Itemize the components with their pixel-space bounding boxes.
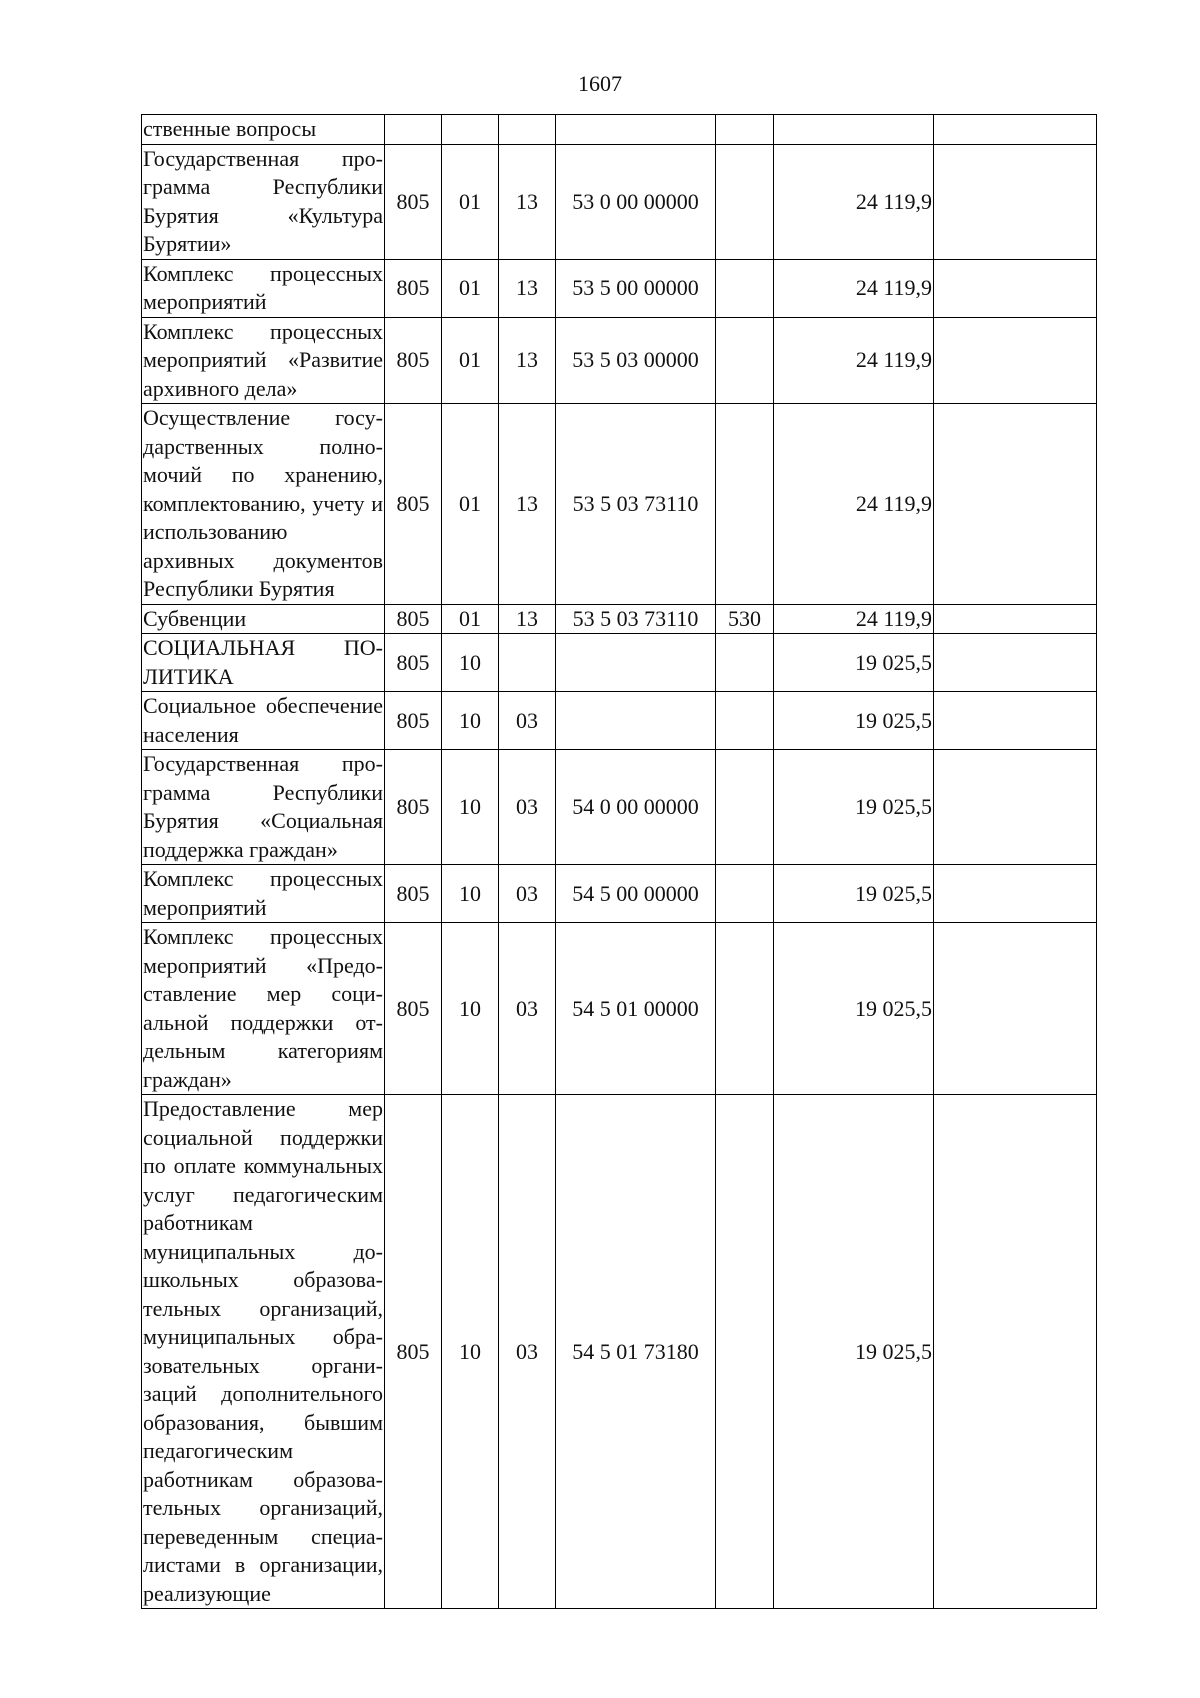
extra-amount xyxy=(934,115,1097,145)
table-row xyxy=(142,865,1097,923)
row-name: Комплекс процессных мероприятий «Предоставление мер социальной поддержки отдельным категориям граждан» xyxy=(142,923,385,1095)
expense-type-code xyxy=(716,259,774,317)
row-name: Предоставление мер социальной поддержки по оплате коммунальных услуг педагогическим работникам муниципальных дошкольных образовательных организаций, муниципальных образовательных организаций дополнительного образования, бывшим педагогическим работникам образовательных организаций, переведенным специалистами в организации, реализующие xyxy=(142,1095,385,1609)
target-article-code: 54 0 00 00000 xyxy=(556,750,716,865)
budget-table xyxy=(141,114,1097,1609)
extra-amount xyxy=(934,259,1097,317)
budget-table-body xyxy=(142,115,1097,1609)
table-row xyxy=(142,259,1097,317)
amount xyxy=(774,115,934,145)
extra-amount xyxy=(934,750,1097,865)
ved-code: 805 xyxy=(385,923,442,1095)
row-name: Субвенции xyxy=(142,604,385,634)
row-name: Комплекс процессных мероприятий xyxy=(142,865,385,923)
ved-code: 805 xyxy=(385,404,442,605)
section-code: 10 xyxy=(442,865,499,923)
expense-type-code xyxy=(716,1095,774,1609)
section-code: 01 xyxy=(442,144,499,259)
expense-type-code xyxy=(716,750,774,865)
ved-code: 805 xyxy=(385,750,442,865)
ved-code: 805 xyxy=(385,692,442,750)
section-code xyxy=(442,115,499,145)
row-name: Государственная программа Республики Бурятия «Культура Бурятии» xyxy=(142,144,385,259)
expense-type-code xyxy=(716,115,774,145)
extra-amount xyxy=(934,604,1097,634)
subsection-code: 13 xyxy=(499,404,556,605)
subsection-code: 03 xyxy=(499,923,556,1095)
row-name: Осуществление государственных полномочий по хранению, комплектованию, учету и использованию архивных документов Республики Бурятия xyxy=(142,404,385,605)
target-article-code xyxy=(556,115,716,145)
subsection-code: 03 xyxy=(499,692,556,750)
ved-code: 805 xyxy=(385,604,442,634)
ved-code: 805 xyxy=(385,865,442,923)
amount: 19 025,5 xyxy=(774,634,934,692)
section-code: 10 xyxy=(442,634,499,692)
extra-amount xyxy=(934,923,1097,1095)
table-row xyxy=(142,692,1097,750)
expense-type-code xyxy=(716,317,774,404)
row-name: Социальное обеспечение населения xyxy=(142,692,385,750)
subsection-code: 13 xyxy=(499,259,556,317)
row-name: Государственная программа Республики Бурятия «Социальная поддержка граждан» xyxy=(142,750,385,865)
table-row xyxy=(142,923,1097,1095)
expense-type-code xyxy=(716,865,774,923)
target-article-code xyxy=(556,692,716,750)
amount: 19 025,5 xyxy=(774,1095,934,1609)
section-code: 10 xyxy=(442,1095,499,1609)
target-article-code xyxy=(556,634,716,692)
section-code: 01 xyxy=(442,404,499,605)
section-code: 01 xyxy=(442,259,499,317)
amount: 24 119,9 xyxy=(774,317,934,404)
table-row xyxy=(142,604,1097,634)
section-code: 01 xyxy=(442,317,499,404)
expense-type-code xyxy=(716,144,774,259)
table-row xyxy=(142,317,1097,404)
ved-code: 805 xyxy=(385,317,442,404)
table-row xyxy=(142,404,1097,605)
ved-code xyxy=(385,115,442,145)
amount: 24 119,9 xyxy=(774,404,934,605)
extra-amount xyxy=(934,692,1097,750)
amount: 19 025,5 xyxy=(774,750,934,865)
ved-code: 805 xyxy=(385,144,442,259)
section-code: 10 xyxy=(442,750,499,865)
row-name: ственные вопросы xyxy=(142,115,385,145)
target-article-code: 54 5 01 73180 xyxy=(556,1095,716,1609)
expense-type-code: 530 xyxy=(716,604,774,634)
table-row xyxy=(142,144,1097,259)
amount: 24 119,9 xyxy=(774,259,934,317)
extra-amount xyxy=(934,865,1097,923)
amount: 19 025,5 xyxy=(774,923,934,1095)
extra-amount xyxy=(934,404,1097,605)
subsection-code: 13 xyxy=(499,144,556,259)
target-article-code: 53 5 00 00000 xyxy=(556,259,716,317)
table-row xyxy=(142,750,1097,865)
amount: 19 025,5 xyxy=(774,865,934,923)
target-article-code: 54 5 01 00000 xyxy=(556,923,716,1095)
ved-code: 805 xyxy=(385,1095,442,1609)
target-article-code: 53 5 03 73110 xyxy=(556,404,716,605)
subsection-code: 03 xyxy=(499,1095,556,1609)
row-name: Комплекс процессных мероприятий «Развитие архивного дела» xyxy=(142,317,385,404)
row-name: Комплекс процессных мероприятий xyxy=(142,259,385,317)
amount: 24 119,9 xyxy=(774,604,934,634)
subsection-code: 03 xyxy=(499,865,556,923)
row-name: СОЦИАЛЬНАЯ ПОЛИТИКА xyxy=(142,634,385,692)
table-row xyxy=(142,634,1097,692)
page-number: 1607 xyxy=(578,71,622,96)
extra-amount xyxy=(934,634,1097,692)
target-article-code: 54 5 00 00000 xyxy=(556,865,716,923)
section-code: 01 xyxy=(442,604,499,634)
amount: 19 025,5 xyxy=(774,692,934,750)
extra-amount xyxy=(934,1095,1097,1609)
subsection-code: 13 xyxy=(499,317,556,404)
extra-amount xyxy=(934,317,1097,404)
table-row xyxy=(142,1095,1097,1609)
extra-amount xyxy=(934,144,1097,259)
expense-type-code xyxy=(716,923,774,1095)
ved-code: 805 xyxy=(385,259,442,317)
target-article-code: 53 5 03 00000 xyxy=(556,317,716,404)
subsection-code xyxy=(499,634,556,692)
table-row xyxy=(142,115,1097,145)
subsection-code: 03 xyxy=(499,750,556,865)
subsection-code: 13 xyxy=(499,604,556,634)
expense-type-code xyxy=(716,634,774,692)
amount: 24 119,9 xyxy=(774,144,934,259)
section-code: 10 xyxy=(442,923,499,1095)
ved-code: 805 xyxy=(385,634,442,692)
expense-type-code xyxy=(716,404,774,605)
target-article-code: 53 5 03 73110 xyxy=(556,604,716,634)
subsection-code xyxy=(499,115,556,145)
section-code: 10 xyxy=(442,692,499,750)
target-article-code: 53 0 00 00000 xyxy=(556,144,716,259)
expense-type-code xyxy=(716,692,774,750)
